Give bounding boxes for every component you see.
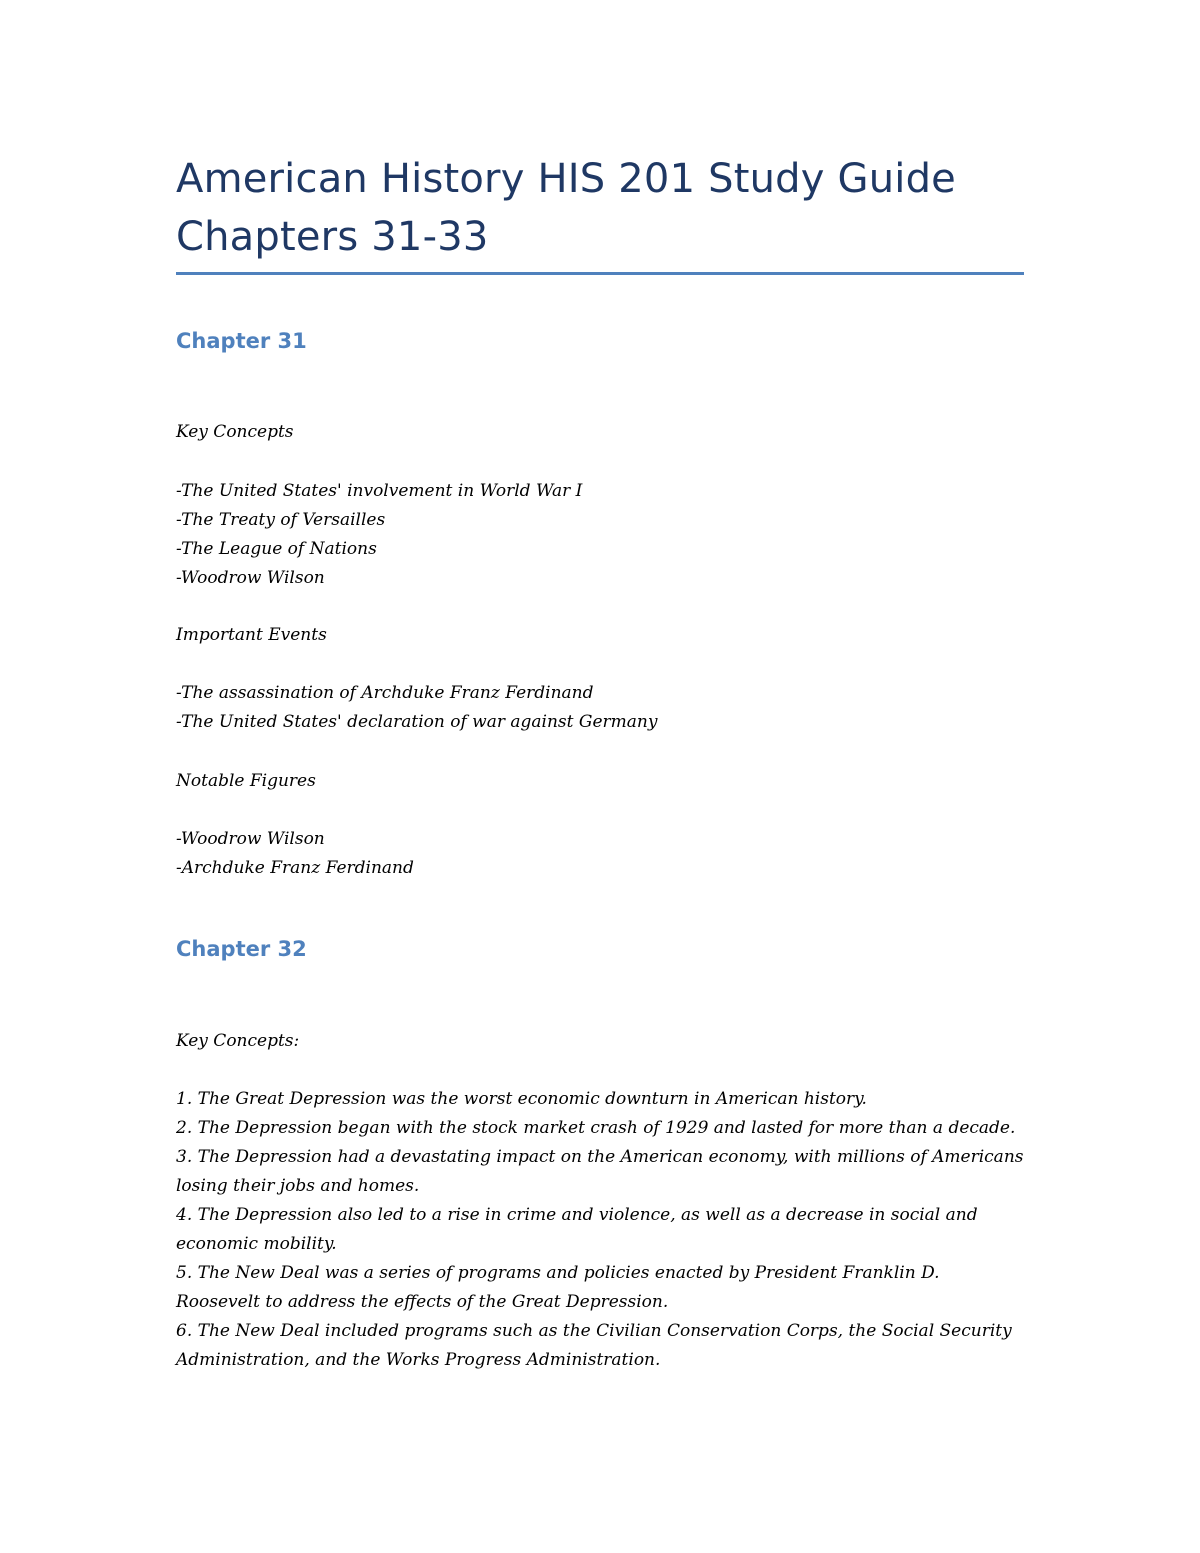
chapter-32-key-concepts-label: Key Concepts: — [176, 1031, 300, 1051]
list-item: 6. The New Deal included programs such as the Civilian Conservation Corps, the Social Security Administration, and the Works Progress Administration. — [176, 1321, 1012, 1370]
chapter-32-heading: Chapter 32 — [176, 937, 307, 961]
list-item: 1. The Great Depression was the worst economic downturn in American history. — [176, 1089, 867, 1109]
chapter-31-important-events-label: Important Events — [176, 625, 327, 645]
chapter-31-heading: Chapter 31 — [176, 329, 307, 353]
chapter-31-key-concepts-label: Key Concepts — [176, 422, 294, 442]
list-item: -The Treaty of Versailles — [176, 510, 386, 530]
list-item: 3. The Depression had a devastating impact on the American economy, with millions of Americans losing their jobs and homes. — [176, 1147, 1024, 1196]
list-item: -The League of Nations — [176, 539, 377, 559]
list-item: 4. The Depression also led to a rise in crime and violence, as well as a decrease in social and economic mobility. — [176, 1205, 978, 1254]
list-item: -The United States' involvement in World War I — [176, 481, 583, 501]
chapter-31-notable-figures-label: Notable Figures — [176, 771, 316, 791]
list-item: -Woodrow Wilson — [176, 829, 325, 849]
document-title — [176, 150, 1036, 266]
title-line-1: American History HIS 201 Study Guide — [176, 156, 956, 202]
chapter-32-key-concepts-list — [176, 1085, 1026, 1375]
title-line-2: Chapters 31-33 — [176, 214, 489, 260]
list-item: -The assassination of Archduke Franz Ferdinand — [176, 683, 594, 703]
list-item: -Archduke Franz Ferdinand — [176, 858, 414, 878]
list-item: 2. The Depression began with the stock market crash of 1929 and lasted for more than a decade. — [176, 1118, 1016, 1138]
list-item: -The United States' declaration of war against Germany — [176, 712, 658, 732]
chapter-31-important-events-list — [176, 679, 1036, 737]
chapter-31-notable-figures-list — [176, 825, 1036, 883]
title-underline-rule — [176, 272, 1024, 275]
list-item: -Woodrow Wilson — [176, 568, 325, 588]
chapter-31-key-concepts-list — [176, 477, 1036, 593]
list-item: 5. The New Deal was a series of programs and policies enacted by President Franklin D. Roosevelt to address the effects of the Great Depression. — [176, 1263, 940, 1312]
